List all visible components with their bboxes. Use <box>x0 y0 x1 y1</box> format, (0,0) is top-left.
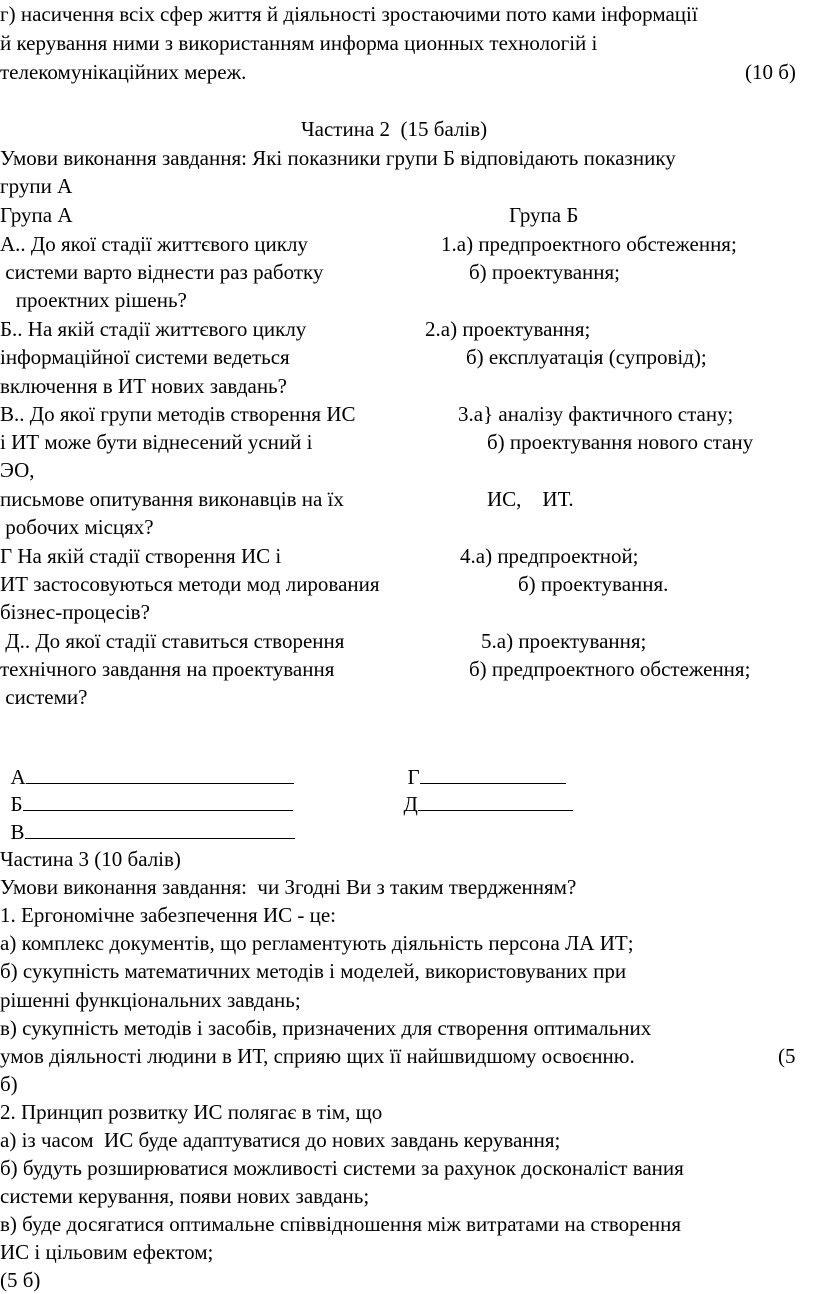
answer-d-letter: Д <box>403 792 418 816</box>
part3-line: б) будуть розширюватися можливості системи за рахунок досконаліст вания <box>0 1156 684 1180</box>
part3-line: 2. Принцип розвитку ИС полягає в тім, що <box>0 1100 383 1124</box>
part2-condition-line-2: групи А <box>0 174 73 198</box>
group-b-line: б) проектування. <box>518 572 669 596</box>
group-a-line: В.. До якої групи методів створення ИС <box>0 402 356 426</box>
group-b-line: б) проектування нового стану <box>487 430 754 454</box>
part3-line: в) буде досягатися оптимальне співвідношення між витратами на створення <box>0 1212 682 1236</box>
part1-line-2: й керування ними з використанням информа ционных технологій і <box>0 31 598 55</box>
answer-v-letter: В <box>10 820 25 844</box>
group-b-line: б) предпроектного обстеження; <box>469 657 751 681</box>
answer-d[interactable] <box>393 762 573 818</box>
part3-line: 1. Ергономічне забезпечення ИС - це: <box>0 903 337 927</box>
part3-line: ИС і цільовим ефектом; <box>0 1240 214 1264</box>
part3-line: (5 б) <box>0 1268 41 1292</box>
group-a-line: включення в ИТ нових завдань? <box>0 374 287 398</box>
group-b-line: 2.а) проектування; <box>425 317 591 341</box>
part3-line: а) комплекс документів, що регламентують діяльність персона ЛА ИТ; <box>0 931 634 955</box>
group-b-line: 1.а) предпроектного обстеження; <box>441 232 737 256</box>
answer-g-letter: Г <box>407 765 420 789</box>
part3-heading: Частина 3 (10 балів) <box>0 847 181 871</box>
group-b-line: 3.а} аналізу фактичного стану; <box>458 402 734 426</box>
part3-line: умов діяльності людини в ИТ, сприяю щих її найшвидшому освоєнню. <box>0 1044 635 1068</box>
group-a-line: Г На якій стадії створення ИС і <box>0 544 282 568</box>
part3-line: б) <box>0 1072 18 1096</box>
group-b-line: б) експлуатація (супровід); <box>466 345 707 369</box>
group-a-line: системи варто віднести раз работку <box>0 260 324 284</box>
group-b-line: 4.а) предпроектной; <box>460 544 639 568</box>
group-b-header: Група Б <box>509 203 579 227</box>
answer-v[interactable] <box>0 790 295 846</box>
part3-line: рішенні функціональних завдань; <box>0 988 301 1012</box>
part2-heading: Частина 2 (15 балів) <box>301 117 488 141</box>
part3-line: а) із часом ИС буде адаптуватися до нових завдань керування; <box>0 1128 561 1152</box>
group-a-line: А.. До якої стадії життєвого циклу <box>0 232 308 256</box>
group-a-header: Група А <box>0 203 73 227</box>
part3-condition: Умови виконання завдання: чи Згодні Ви з таким твердженням? <box>0 875 577 899</box>
part2-condition-line-1: Умови виконання завдання: Які показники групи Б відповідають показнику <box>0 146 676 170</box>
part1-points: (10 б) <box>745 60 796 84</box>
part3-line: б) сукупність математичних методів і моделей, використовуваних при <box>0 959 627 983</box>
group-a-line: Б.. На якій стадії життєвого циклу <box>0 317 307 341</box>
part3-line: системи керування, появи нових завдань; <box>0 1184 370 1208</box>
answer-a-letter: А <box>10 765 26 789</box>
group-a-line: робочих місцях? <box>0 515 154 539</box>
group-a-line: інформаційної системи ведеться <box>0 345 290 369</box>
part1-line-1: г) насичення всіх сфер життя й діяльності зростаючими пото ками інформації <box>0 2 698 26</box>
group-b-line: б) проектування; <box>469 260 620 284</box>
group-a-line: ИТ застосовуються методи мод лирования <box>0 572 380 596</box>
answer-d-blank[interactable] <box>418 790 573 811</box>
group-a-line: проектних рішень? <box>0 288 187 312</box>
group-b-line: ИС, ИТ. <box>487 487 574 511</box>
part3-line: в) сукупність методів і засобів, призначених для створення оптимальних <box>0 1016 652 1040</box>
part3-q1-points: (5 <box>778 1044 796 1068</box>
group-a-line: бізнес-процесів? <box>0 600 150 624</box>
answer-b-letter: Б <box>10 792 23 816</box>
group-b-line: 5.а) проектування; <box>481 629 647 653</box>
group-a-line: і ИТ може бути віднесений усний і <box>0 430 313 454</box>
part1-line-3: телекомунікаційних мереж. <box>0 60 247 84</box>
group-a-line: системи? <box>0 685 88 709</box>
group-a-line: Д.. До якої стадії ставиться створення <box>0 629 345 653</box>
group-a-line: технічного завдання на проектування <box>0 657 335 681</box>
answer-v-blank[interactable] <box>25 818 295 839</box>
group-a-line: ЭО, <box>0 458 35 482</box>
group-a-line: письмове опитування виконавців на їх <box>0 487 344 511</box>
